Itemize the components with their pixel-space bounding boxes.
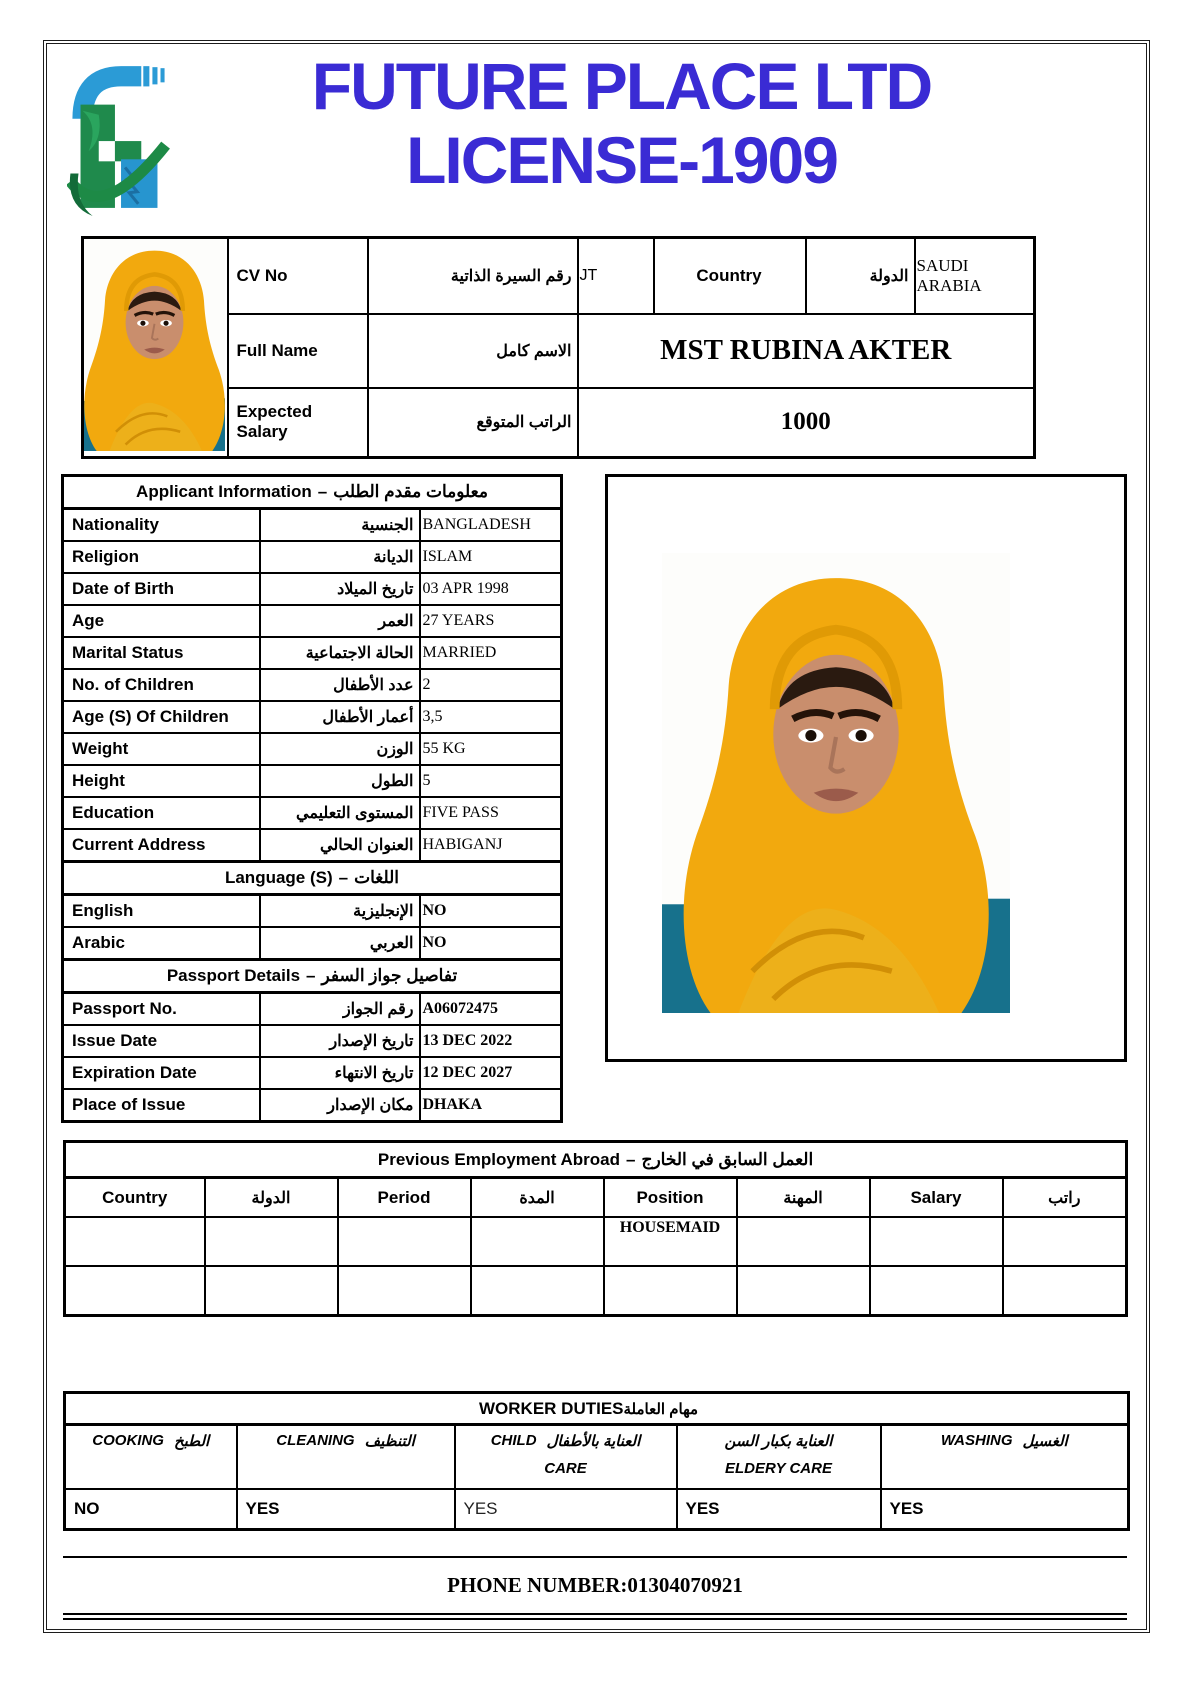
row-value: DHAKA [420, 1089, 562, 1122]
column-header-salary-ar: راتب [1003, 1178, 1127, 1218]
title-separator: – [626, 1149, 636, 1169]
duty-label-ar: التنظيف [364, 1433, 415, 1450]
section-title-ar: تفاصيل جواز السفر [321, 966, 458, 985]
row-label-ar: الوزن [260, 733, 420, 765]
table-row [63, 733, 562, 765]
row-label-ar: أعمار الأطفال [260, 701, 420, 733]
applicant-info-table [61, 474, 563, 1123]
company-logo-icon [67, 54, 171, 216]
cell-period [338, 1266, 471, 1316]
section-title-en: Previous Employment Abroad [377, 1149, 621, 1169]
table-row [65, 1425, 1129, 1490]
row-value: 5 [420, 765, 562, 797]
cell-position-ar [737, 1217, 870, 1266]
row-label: Place of Issue [63, 1089, 260, 1122]
middle-section [61, 474, 1132, 1123]
expected-salary-label: Expected Salary [228, 388, 368, 458]
section-title-ar: مهام العاملة [623, 1400, 699, 1418]
row-label-ar: تاريخ الميلاد [260, 573, 420, 605]
row-value: NO [420, 927, 562, 960]
table-row [65, 1178, 1127, 1218]
duty-label-en: ELDERY CARE [725, 1460, 832, 1477]
portrait-photo-icon [84, 239, 225, 451]
cell-salary-ar [1003, 1217, 1127, 1266]
row-label: Marital Status [63, 637, 260, 669]
row-label: Age [63, 605, 260, 637]
table-row [63, 701, 562, 733]
column-header-country: Country [65, 1178, 205, 1218]
cell-position: HOUSEMAID [604, 1217, 737, 1266]
duty-value-washing: YES [881, 1489, 1129, 1530]
cv-no-value: JT [578, 238, 654, 314]
row-label-ar: الجنسية [260, 509, 420, 542]
table-row [63, 797, 562, 829]
duty-value-cooking: NO [65, 1489, 237, 1530]
duty-label-en: CARE [544, 1460, 587, 1477]
row-label: Date of Birth [63, 573, 260, 605]
cv-no-label: CV No [228, 238, 368, 314]
column-header-position-ar: المهنة [737, 1178, 870, 1218]
duty-label-en: CLEANING [276, 1432, 355, 1449]
page-border-frame [43, 40, 1150, 1633]
row-label-ar: الديانة [260, 541, 420, 573]
row-label-ar: العربي [260, 927, 420, 960]
table-row [63, 1025, 562, 1057]
cell-period-ar [471, 1217, 604, 1266]
duty-value-cleaning: YES [237, 1489, 455, 1530]
top-summary-table [81, 236, 1036, 459]
row-label: Height [63, 765, 260, 797]
table-row [63, 895, 562, 928]
column-header-cleaning [237, 1425, 455, 1490]
section-header-passport [63, 960, 562, 993]
column-header-country-ar: الدولة [205, 1178, 338, 1218]
expected-salary-value: 1000 [578, 388, 1035, 458]
applicant-photo-small [83, 238, 228, 458]
row-label: Education [63, 797, 260, 829]
section-header-languages [63, 862, 562, 895]
full-name-label: Full Name [228, 314, 368, 388]
section-title-en: Applicant Information [136, 482, 312, 501]
row-value: MARRIED [420, 637, 562, 669]
section-title-ar: معلومات مقدم الطلب [333, 482, 488, 501]
duty-label-ar: العناية بالأطفال [546, 1433, 641, 1450]
full-name-label-ar: الاسم كامل [368, 314, 578, 388]
table-row [63, 1089, 562, 1122]
row-label-ar: رقم الجواز [260, 993, 420, 1026]
header-titles [171, 50, 1132, 198]
cv-no-label-ar: رقم السيرة الذاتية [368, 238, 578, 314]
column-header-cooking [65, 1425, 237, 1490]
row-value: 2 [420, 669, 562, 701]
row-label-ar: الحالة الاجتماعية [260, 637, 420, 669]
section-title-en: WORKER DUTIES [479, 1398, 624, 1418]
column-header-period: Period [338, 1178, 471, 1218]
duty-label-en: CHILD [490, 1432, 537, 1449]
column-header-period-ar: المدة [471, 1178, 604, 1218]
row-value: 03 APR 1998 [420, 573, 562, 605]
duty-label-ar: الطبخ [173, 1433, 210, 1450]
row-value: BANGLADESH [420, 509, 562, 542]
row-label: Weight [63, 733, 260, 765]
table-row [83, 238, 1035, 314]
row-value: 27 YEARS [420, 605, 562, 637]
country-label: Country [654, 238, 806, 314]
row-label: Passport No. [63, 993, 260, 1026]
cell-country [65, 1266, 205, 1316]
cell-country [65, 1217, 205, 1266]
table-row [65, 1217, 1127, 1266]
row-label: No. of Children [63, 669, 260, 701]
expected-salary-label-ar: الراتب المتوقع [368, 388, 578, 458]
column-header-eldery-care [677, 1425, 881, 1490]
previous-employment-table [63, 1140, 1128, 1317]
duty-label-en: WASHING [940, 1432, 1013, 1449]
cell-position-ar [737, 1266, 870, 1316]
cell-country-ar [205, 1266, 338, 1316]
row-label-ar: تاريخ الإصدار [260, 1025, 420, 1057]
row-value: 3,5 [420, 701, 562, 733]
duty-value-eldery-care: YES [677, 1489, 881, 1530]
company-name: FUTURE PLACE LTD [311, 49, 932, 123]
license-number: LICENSE-1909 [406, 122, 837, 197]
row-label-ar: المستوى التعليمي [260, 797, 420, 829]
phone-section [63, 1556, 1127, 1620]
phone-number: PHONE NUMBER:01304070921 [447, 1573, 743, 1597]
row-label-ar: مكان الإصدار [260, 1089, 420, 1122]
cell-country-ar [205, 1217, 338, 1266]
column-header-position: Position [604, 1178, 737, 1218]
row-value: 55 KG [420, 733, 562, 765]
duty-label-en: COOKING [92, 1432, 164, 1449]
row-value: ISLAM [420, 541, 562, 573]
section-header-worker-duties [65, 1393, 1129, 1425]
section-title-en: Passport Details [166, 966, 301, 985]
table-row [63, 605, 562, 637]
row-label: Age (S) Of Children [63, 701, 260, 733]
duty-value-child-care: YES [455, 1489, 677, 1530]
cell-period-ar [471, 1266, 604, 1316]
section-header-applicant-info [63, 476, 562, 509]
section-title-ar: العمل السابق في الخارج [641, 1149, 814, 1169]
table-row [65, 1266, 1127, 1316]
table-row [63, 927, 562, 960]
row-label: Arabic [63, 927, 260, 960]
cell-position [604, 1266, 737, 1316]
section-header-employment [65, 1142, 1127, 1178]
column-header-child-care [455, 1425, 677, 1490]
row-label: Religion [63, 541, 260, 573]
title-separator: – [306, 966, 316, 985]
table-row [63, 1057, 562, 1089]
row-label: Expiration Date [63, 1057, 260, 1089]
table-row [63, 669, 562, 701]
row-label: Nationality [63, 509, 260, 542]
country-value: SAUDI ARABIA [915, 238, 1035, 314]
row-label-ar: العمر [260, 605, 420, 637]
section-title-ar: اللغات [354, 868, 400, 887]
row-label-ar: الإنجليزية [260, 895, 420, 928]
portrait-photo-icon [662, 553, 1010, 1013]
row-label-ar: العنوان الحالي [260, 829, 420, 862]
row-label: English [63, 895, 260, 928]
row-value: 13 DEC 2022 [420, 1025, 562, 1057]
cell-salary [870, 1266, 1003, 1316]
table-row [63, 509, 562, 542]
worker-duties-table [63, 1391, 1130, 1531]
duty-label-ar: العناية بكبار السن [724, 1433, 833, 1450]
cell-salary [870, 1217, 1003, 1266]
duty-label-ar: الغسيل [1022, 1433, 1068, 1450]
table-row [63, 541, 562, 573]
row-value: A06072475 [420, 993, 562, 1026]
table-row [63, 573, 562, 605]
table-row [63, 993, 562, 1026]
column-header-washing [881, 1425, 1129, 1490]
row-label: Current Address [63, 829, 260, 862]
section-title-en: Language (S) [224, 868, 333, 887]
row-value: NO [420, 895, 562, 928]
full-name-value: MST RUBINA AKTER [578, 314, 1035, 388]
row-value: HABIGANJ [420, 829, 562, 862]
row-value: FIVE PASS [420, 797, 562, 829]
row-value: 12 DEC 2027 [420, 1057, 562, 1089]
row-label-ar: تاريخ الانتهاء [260, 1057, 420, 1089]
table-row [63, 829, 562, 862]
header [61, 50, 1132, 232]
title-separator: – [338, 868, 349, 887]
row-label: Issue Date [63, 1025, 260, 1057]
applicant-photo-large [605, 474, 1127, 1062]
row-label-ar: الطول [260, 765, 420, 797]
cell-salary-ar [1003, 1266, 1127, 1316]
table-row [65, 1489, 1129, 1530]
table-row [63, 765, 562, 797]
column-header-salary: Salary [870, 1178, 1003, 1218]
table-row [63, 637, 562, 669]
row-label-ar: عدد الأطفال [260, 669, 420, 701]
country-label-ar: الدولة [806, 238, 915, 314]
cell-period [338, 1217, 471, 1266]
title-separator: – [317, 482, 328, 501]
